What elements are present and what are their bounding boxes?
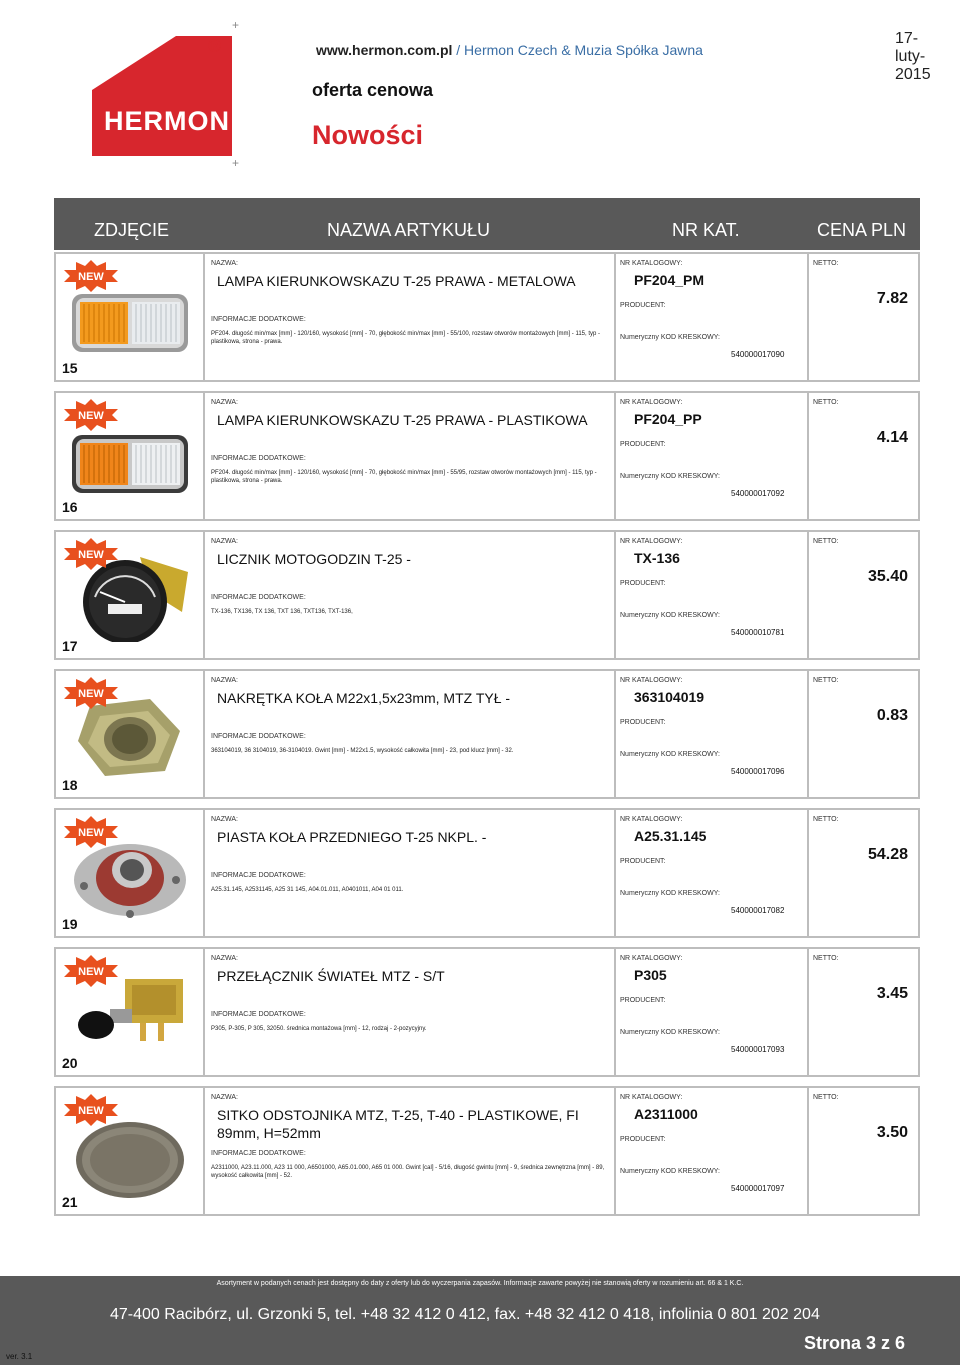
info-label: INFORMACJE DODATKOWE: [211,455,306,462]
product-row [54,1086,920,1216]
price-cell [809,1088,918,1214]
product-info: 363104019, 36 3104019, 36-3104019. Gwint [mm] - M22x1.5, wysokość całkowita [mm] - 23, pod klucz [mm] - 32. [211,748,514,754]
barcode-label: Numeryczny KOD KRESKOWY: [620,751,720,758]
product-info: P305, P-305, P 305, 32050. średnica montażowa [mm] - 12, rodzaj - 2-pozycyjny. [211,1026,427,1032]
info-label: INFORMACJE DODATKOWE: [211,1011,306,1018]
producer-label: PRODUCENT: [620,858,666,865]
producer-label: PRODUCENT: [620,441,666,448]
producer-label: PRODUCENT: [620,302,666,309]
photo-cell [56,671,205,797]
catalog-number: A25.31.145 [634,828,707,844]
new-badge [62,1094,120,1126]
product-row [54,252,920,382]
net-label: NETTO: [813,260,839,267]
logo-text: HERMON [104,106,230,136]
name-cell [205,1088,616,1214]
new-badge [62,677,120,709]
photo-cell [56,810,205,936]
catalog-number: 363104019 [634,689,705,705]
product-info: A2311000, A23.11.000, A23 11 000, A6501000, A65.01.000, A65 01 000. Gwint [cal] - 5/16, długość gwintu [mm] - 9, średnica zewnętrzna [mm] - 89, wysokość całkowita [mm] - 52. [211,1165,605,1179]
product-row [54,669,920,799]
info-label: INFORMACJE DODATKOWE: [211,1150,306,1157]
name-cell [205,532,616,658]
barcode-number: 540000017093 [731,1045,785,1054]
info-label: INFORMACJE DODATKOWE: [211,733,306,740]
svg-text:NEW: NEW [78,271,104,283]
price-cell [809,393,918,519]
product-row [54,391,920,521]
kat-label: NR KATALOGOWY: [620,677,683,684]
price-value: 7.82 [876,290,908,307]
page-number: Strona 3 z 6 [804,1333,906,1353]
net-label: NETTO: [813,1094,839,1101]
row-number: 20 [62,1055,78,1071]
barcode-number: 540000017096 [731,767,785,776]
net-label: NETTO: [813,955,839,962]
product-name: PRZEŁĄCZNIK ŚWIATEŁ MTZ - S/T [217,968,445,984]
kat-label: NR KATALOGOWY: [620,816,683,823]
info-label: INFORMACJE DODATKOWE: [211,316,306,323]
catalog-number: PF204_PM [634,272,705,288]
offer-date: 17-luty-2015 [895,30,931,83]
producer-label: PRODUCENT: [620,719,666,726]
page-footer [0,1276,960,1365]
product-info: TX-136, TX136, TX 136, TXT 136, TXT136, TXT-136, [211,609,353,615]
barcode-label: Numeryczny KOD KRESKOWY: [620,473,720,480]
price-cell [809,254,918,380]
kat-label: NR KATALOGOWY: [620,260,683,267]
producer-label: PRODUCENT: [620,997,666,1004]
photo-cell [56,254,205,380]
barcode-label: Numeryczny KOD KRESKOWY: [620,612,720,619]
name-cell [205,949,616,1075]
price-cell [809,949,918,1075]
svg-text:NEW: NEW [78,688,104,700]
row-number: 15 [62,360,78,376]
name-label: NAZWA: [211,816,238,823]
kat-cell [616,532,809,658]
net-label: NETTO: [813,538,839,545]
barcode-number: 540000017097 [731,1184,785,1193]
col-name: NAZWA ARTYKUŁU [327,220,491,240]
row-number: 21 [62,1194,78,1210]
name-label: NAZWA: [211,955,238,962]
product-name: SITKO ODSTOJNIKA MTZ, T-25, T-40 - PLASTIKOWE, FI 89mm, H=52mm [217,1107,579,1141]
page-header [60,0,931,196]
price-cell [809,532,918,658]
product-row [54,530,920,660]
catalog-number: TX-136 [634,550,680,566]
catalog-number: A2311000 [634,1106,698,1122]
photo-cell [56,393,205,519]
barcode-label: Numeryczny KOD KRESKOWY: [620,1029,720,1036]
barcode-label: Numeryczny KOD KRESKOWY: [620,890,720,897]
kat-cell [616,393,809,519]
row-number: 18 [62,777,78,793]
price-value: 35.40 [867,568,908,585]
producer-label: PRODUCENT: [620,1136,666,1143]
net-label: NETTO: [813,399,839,406]
name-cell [205,393,616,519]
product-name: LAMPA KIERUNKOWSKAZU T-25 PRAWA - PLASTIKOWA [217,412,588,428]
col-price: CENA PLN [817,220,907,240]
footer-note: Asortyment w podanych cenach jest dostępny do daty z oferty lub do wyczerpania zapasów. Informacje zawarte powyżej nie stanowią oferty w rozumieniu art. 66 & 1 K.C. [216,1280,744,1287]
price-value: 0.83 [876,707,908,724]
name-label: NAZWA: [211,1094,238,1101]
product-name: NAKRĘTKA KOŁA M22x1,5x23mm, MTZ TYŁ - [217,690,511,706]
photo-cell [56,1088,205,1214]
new-badge [62,399,120,431]
name-label: NAZWA: [211,538,238,545]
barcode-label: Numeryczny KOD KRESKOWY: [620,1168,720,1175]
name-label: NAZWA: [211,399,238,406]
kat-label: NR KATALOGOWY: [620,538,683,545]
name-cell [205,810,616,936]
kat-label: NR KATALOGOWY: [620,955,683,962]
site-url[interactable]: www.hermon.com.pl [316,42,453,58]
registered-mark: ® [208,36,222,56]
product-info: PF204. długość min/max [mm] - 120/160, wysokość [mm] - 70, głębokość min/max [mm] - 55/100, rozstaw otworów montażowych [mm] - 115, typ - plastikowa, strona - prawa. [211,331,601,345]
kat-cell [616,949,809,1075]
version-label: ver. 3.1 [6,1352,33,1361]
price-value: 4.14 [876,429,908,446]
photo-cell [56,949,205,1075]
barcode-number: 540000010781 [731,628,785,637]
name-label: NAZWA: [211,677,238,684]
barcode-number: 540000017090 [731,350,785,359]
info-label: INFORMACJE DODATKOWE: [211,594,306,601]
new-badge [62,260,120,292]
row-number: 17 [62,638,78,654]
new-badge [62,816,120,848]
kat-cell [616,810,809,936]
info-label: INFORMACJE DODATKOWE: [211,872,306,879]
kat-label: NR KATALOGOWY: [620,399,683,406]
kat-label: NR KATALOGOWY: [620,1094,683,1101]
product-name: PIASTA KOŁA PRZEDNIEGO T-25 NKPL. - [217,829,487,845]
photo-cell [56,532,205,658]
table-header [54,198,920,250]
svg-text:NEW: NEW [78,966,104,978]
col-kat: NR KAT. [672,220,740,240]
kat-cell [616,671,809,797]
row-number: 16 [62,499,78,515]
product-row [54,947,920,1077]
name-cell [205,254,616,380]
crop-mark: + [232,18,240,32]
barcode-number: 540000017092 [731,489,785,498]
row-number: 19 [62,916,78,932]
barcode-label: Numeryczny KOD KRESKOWY: [620,334,720,341]
producer-label: PRODUCENT: [620,580,666,587]
product-name: LICZNIK MOTOGODZIN T-25 - [217,551,411,567]
kat-cell [616,254,809,380]
site-line [316,42,703,58]
new-badge [62,955,120,987]
product-info: PF204. długość min/max [mm] - 120/160, wysokość [mm] - 70, głębokość min/max [mm] - 55/95, rozstaw otworów montażowych [mm] - 115, typ - plastikowa, strona - prawa. [211,470,597,484]
price-cell [809,671,918,797]
net-label: NETTO: [813,816,839,823]
barcode-number: 540000017082 [731,906,785,915]
net-label: NETTO: [813,677,839,684]
product-row [54,808,920,938]
price-value: 3.45 [876,985,908,1002]
price-cell [809,810,918,936]
offer-title: oferta cenowa [312,80,434,100]
kat-cell [616,1088,809,1214]
svg-text:NEW: NEW [78,410,104,422]
catalog-number: P305 [634,967,667,983]
svg-text:NEW: NEW [78,1105,104,1117]
price-value: 54.28 [867,846,908,863]
section-title: Nowości [312,120,424,150]
name-label: NAZWA: [211,260,238,267]
crop-mark: + [232,156,240,170]
new-badge [62,538,120,570]
price-value: 3.50 [876,1124,908,1141]
footer-address: 47-400 Racibórz, ul. Grzonki 5, tel. +48 32 412 0 412, fax. +48 32 412 0 418, infolinia 0 801 202 204 [110,1306,820,1323]
catalog-number: PF204_PP [634,411,702,427]
product-name: LAMPA KIERUNKOWSKAZU T-25 PRAWA - METALOWA [217,273,576,289]
svg-text:NEW: NEW [78,549,104,561]
company-name: / Hermon Czech & Muzia Spółka Jawna [452,42,703,58]
col-photo: ZDJĘCIE [94,220,170,240]
svg-text:NEW: NEW [78,827,104,839]
product-info: A25.31.145, A2531145, A25 31 145, A04.01.011, A0401011, A04 01 011. [211,887,404,893]
name-cell [205,671,616,797]
